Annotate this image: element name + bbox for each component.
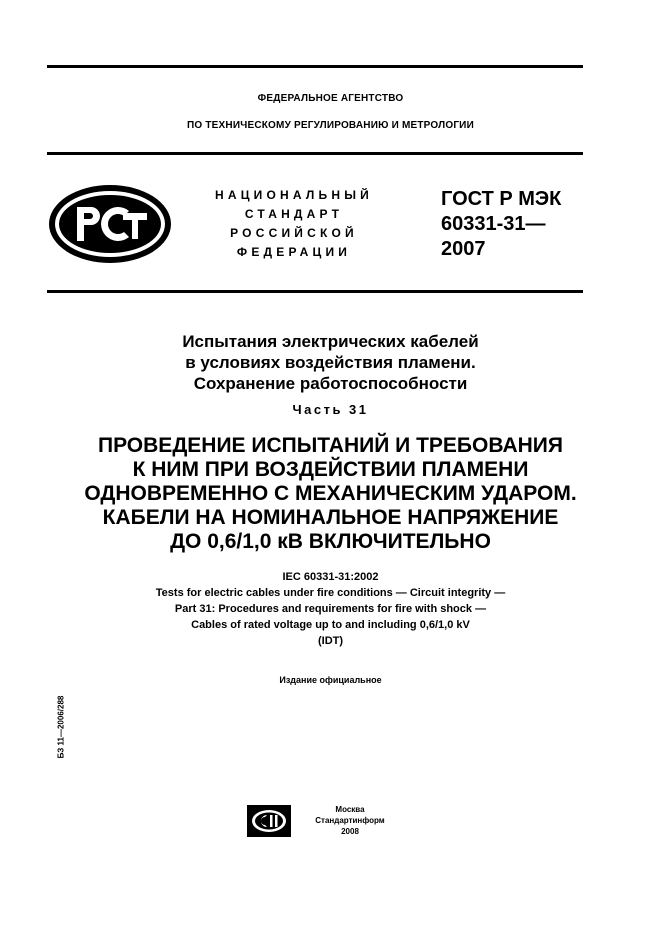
side-code-text: БЗ 11—2006/288 (56, 695, 66, 759)
national-standard-label (196, 186, 392, 262)
document-title (0, 331, 661, 394)
title-line: в условиях воздействия пламени. (185, 353, 476, 372)
publisher-year: 2008 (341, 827, 359, 836)
title-line: Сохранение работоспособности (193, 374, 468, 393)
title-line: Испытания электрических кабелей (182, 332, 479, 351)
iec-line: Cables of rated voltage up to and including 0,6/1,0 kV (191, 619, 470, 631)
title-rule (47, 290, 583, 293)
part-title (0, 434, 661, 554)
gost-number (441, 187, 561, 262)
header-rule (47, 152, 583, 155)
part-title-line: ОДНОВРЕМЕННО С МЕХАНИЧЕСКИМ УДАРОМ. (84, 482, 577, 505)
side-code (55, 686, 67, 768)
rst-logo-icon (47, 183, 173, 265)
part-title-line: ДО 0,6/1,0 кВ ВКЛЮЧИТЕЛЬНО (170, 530, 491, 553)
iec-line: IEC 60331-31:2002 (282, 571, 379, 583)
national-line: СТАНДАРТ (244, 207, 344, 221)
publisher-name: Стандартинформ (315, 816, 385, 825)
top-rule (47, 65, 583, 68)
iec-line: Part 31: Procedures and requirements for fire with shock — (174, 603, 487, 615)
gost-line: 60331-31— (441, 213, 546, 235)
national-line: НАЦИОНАЛЬНЫЙ (214, 188, 374, 202)
part-label: Часть 31 (292, 402, 369, 417)
part-title-line: КАБЕЛИ НА НОМИНАЛЬНОЕ НАПРЯЖЕНИЕ (102, 506, 559, 529)
gost-line: 2007 (441, 238, 486, 260)
publisher-info (290, 804, 410, 837)
part-title-line: К НИМ ПРИ ВОЗДЕЙСТВИИ ПЛАМЕНИ (132, 458, 529, 481)
iec-line: Tests for electric cables under fire conditions — Circuit integrity — (155, 587, 506, 599)
national-line: РОССИЙСКОЙ (230, 226, 358, 240)
agency-subtitle: ПО ТЕХНИЧЕСКОМУ РЕГУЛИРОВАНИЮ И МЕТРОЛОГИИ (187, 120, 474, 131)
part-title-line: ПРОВЕДЕНИЕ ИСПЫТАНИЙ И ТРЕБОВАНИЯ (97, 434, 563, 457)
iec-reference (0, 569, 661, 649)
iec-line: (IDT) (317, 635, 344, 647)
standartinform-logo-icon (247, 805, 291, 837)
gost-line: ГОСТ Р МЭК (441, 188, 562, 210)
publisher-city: Москва (335, 805, 365, 814)
national-line: ФЕДЕРАЦИИ (236, 245, 352, 259)
agency-name: ФЕДЕРАЛЬНОЕ АГЕНТСТВО (257, 93, 404, 104)
edition-label: Издание официальное (279, 675, 382, 685)
